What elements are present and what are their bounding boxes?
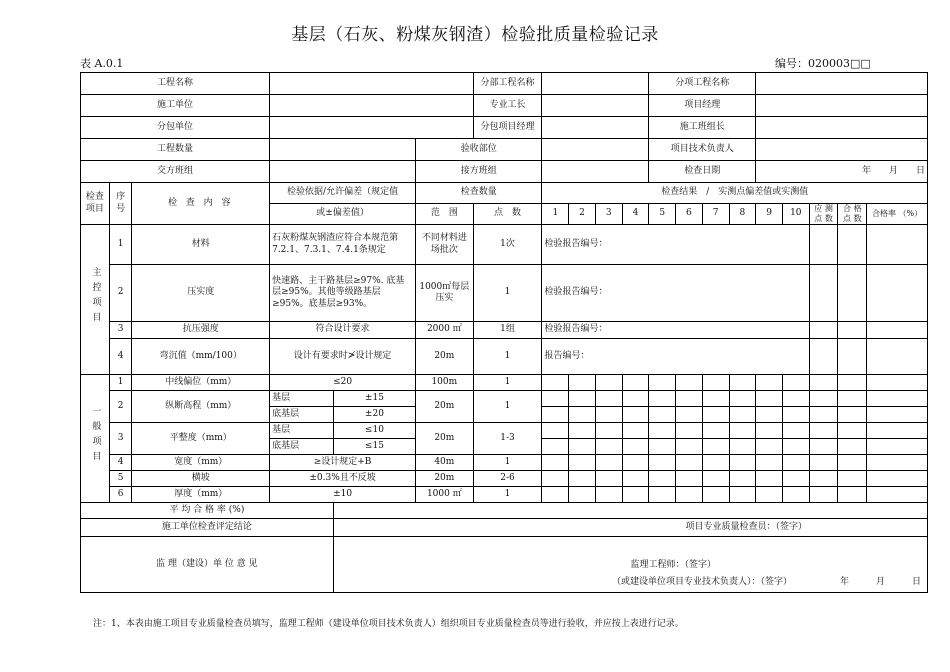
engineer-signature: 监理工程师：（签字） xyxy=(630,559,716,570)
general-item-basis: ±10 xyxy=(270,487,416,503)
cell-measured[interactable] xyxy=(809,322,838,339)
result-cell[interactable] xyxy=(676,487,703,503)
label-average-rate: 平 均 合 格 率 (%) xyxy=(81,503,334,519)
main-item-basis: 快速路、主干路基层≥97%. 底基层≥95%。其他等级路基层≥95%。底基层≥93%。 xyxy=(270,265,416,322)
cell-rate[interactable] xyxy=(867,423,928,439)
general-item-range: 1000 ㎡ xyxy=(416,487,474,503)
main-item-result[interactable]: 检验报告编号： xyxy=(542,265,809,322)
label-sub-project: 分部工程名称 xyxy=(473,73,542,95)
result-cell[interactable] xyxy=(729,375,756,391)
cell-measured[interactable] xyxy=(809,487,838,503)
cell-measured[interactable] xyxy=(809,265,838,322)
label-quantity: 工程数量 xyxy=(81,139,270,161)
cell-passed[interactable] xyxy=(838,225,867,265)
result-cell[interactable] xyxy=(702,375,729,391)
result-cell[interactable] xyxy=(622,439,649,455)
supervision-date: 年 月 日 xyxy=(839,576,921,587)
main-item-range: 1000㎡每层压实 xyxy=(416,265,474,322)
header-row-team xyxy=(81,161,928,183)
general-item-row xyxy=(81,391,928,407)
label-subcontractor: 分包单位 xyxy=(81,117,270,139)
general-item-subvalue: ≤15 xyxy=(333,439,415,455)
result-cell[interactable] xyxy=(542,471,569,487)
cell-measured[interactable] xyxy=(809,423,838,439)
main-item-row xyxy=(81,322,928,339)
cell-passed[interactable] xyxy=(838,391,867,407)
general-item-basis: ≥设计规定+B xyxy=(270,455,416,471)
general-item-sublabel: 底基层 xyxy=(270,439,334,455)
general-item-seq: 2 xyxy=(109,391,132,423)
cell-measured[interactable] xyxy=(809,439,838,455)
general-item-subvalue: ±15 xyxy=(333,391,415,407)
main-item-points: 1组 xyxy=(473,322,542,339)
main-item-result[interactable]: 报告编号： xyxy=(542,339,809,375)
main-item-row xyxy=(81,225,928,265)
result-cell[interactable] xyxy=(782,375,809,391)
cell-passed[interactable] xyxy=(838,407,867,423)
cell-measured[interactable] xyxy=(809,471,838,487)
result-cell[interactable] xyxy=(782,391,809,407)
general-item-row xyxy=(81,487,928,503)
main-item-points: 1 xyxy=(473,265,542,322)
field-receiving-team[interactable] xyxy=(542,161,649,183)
general-item-points: 1 xyxy=(473,487,542,503)
main-item-name: 压实度 xyxy=(132,265,270,322)
cell-rate[interactable] xyxy=(867,487,928,503)
cell-measured[interactable] xyxy=(809,455,838,471)
main-item-range: 20m xyxy=(416,339,474,375)
column-heading-row-1 xyxy=(81,183,928,204)
result-cell[interactable] xyxy=(569,471,596,487)
result-cell[interactable] xyxy=(595,375,622,391)
general-item-range: 40m xyxy=(416,455,474,471)
general-item-name: 宽度（mm） xyxy=(132,455,270,471)
result-cell[interactable] xyxy=(729,407,756,423)
result-cell[interactable] xyxy=(542,423,569,439)
main-item-seq: 2 xyxy=(109,265,132,322)
cell-rate[interactable] xyxy=(867,455,928,471)
cell-rate[interactable] xyxy=(867,375,928,391)
main-item-row xyxy=(81,265,928,322)
cell-measured[interactable] xyxy=(809,225,838,265)
header-row-sub xyxy=(81,117,928,139)
head-measured-points: 应 测 点 数 xyxy=(809,204,838,225)
general-item-basis: ≤20 xyxy=(270,375,416,391)
result-cell[interactable] xyxy=(729,391,756,407)
result-cell[interactable] xyxy=(676,407,703,423)
cell-measured[interactable] xyxy=(809,391,838,407)
general-item-range: 20m xyxy=(416,391,474,423)
result-cell[interactable] xyxy=(702,487,729,503)
head-range: 范 围 xyxy=(416,204,474,225)
main-item-basis: 设计有要求时≯设计规定 xyxy=(270,339,416,375)
result-cell[interactable] xyxy=(649,471,676,487)
result-cell[interactable] xyxy=(676,423,703,439)
result-cell[interactable] xyxy=(649,455,676,471)
general-item-name: 厚度（mm） xyxy=(132,487,270,503)
result-cell[interactable] xyxy=(649,439,676,455)
result-cell[interactable] xyxy=(756,391,783,407)
result-cell[interactable] xyxy=(595,455,622,471)
result-cell[interactable] xyxy=(702,407,729,423)
head-num-8: 8 xyxy=(729,204,756,225)
field-acceptance-part[interactable] xyxy=(542,139,649,161)
head-num-10: 10 xyxy=(782,204,809,225)
result-cell[interactable] xyxy=(569,439,596,455)
main-group-label: 主控项目 xyxy=(81,225,110,375)
result-cell[interactable] xyxy=(676,375,703,391)
general-item-seq: 1 xyxy=(109,375,132,391)
general-item-row xyxy=(81,471,928,487)
field-handover-team[interactable] xyxy=(270,161,416,183)
form-code: 编号：020003□□ xyxy=(775,57,871,70)
result-cell[interactable] xyxy=(595,423,622,439)
cell-rate[interactable] xyxy=(867,339,928,375)
cell-measured[interactable] xyxy=(809,375,838,391)
result-cell[interactable] xyxy=(729,439,756,455)
result-cell[interactable] xyxy=(729,423,756,439)
general-item-sublabel: 底基层 xyxy=(270,407,334,423)
result-cell[interactable] xyxy=(622,487,649,503)
result-cell[interactable] xyxy=(756,455,783,471)
cell-passed[interactable] xyxy=(838,322,867,339)
cell-passed[interactable] xyxy=(838,439,867,455)
head-pass-rate: 合格率 （%） xyxy=(867,204,928,225)
general-item-sublabel: 基层 xyxy=(270,423,334,439)
result-cell[interactable] xyxy=(569,455,596,471)
field-check-date[interactable]: 年 月 日 xyxy=(756,161,928,183)
general-item-name: 横坡 xyxy=(132,471,270,487)
head-points: 点 数 xyxy=(473,204,542,225)
cell-rate[interactable] xyxy=(867,391,928,407)
result-cell[interactable] xyxy=(542,455,569,471)
result-cell[interactable] xyxy=(782,455,809,471)
label-sub-manager: 分包项目经理 xyxy=(473,117,542,139)
head-basis-line2: 或±偏差值） xyxy=(270,204,416,225)
cell-passed[interactable] xyxy=(838,487,867,503)
cell-measured[interactable] xyxy=(809,339,838,375)
head-quantity: 检查数量 xyxy=(416,183,542,204)
result-cell[interactable] xyxy=(676,391,703,407)
result-cell[interactable] xyxy=(622,455,649,471)
label-check-date: 检查日期 xyxy=(649,161,756,183)
cell-measured[interactable] xyxy=(809,407,838,423)
result-cell[interactable] xyxy=(782,471,809,487)
main-item-range: 不同材料进场批次 xyxy=(416,225,474,265)
header-row-project xyxy=(81,73,928,95)
header-row-unit xyxy=(81,95,928,117)
head-basis-line1: 检验依据/允许偏差（规定值 xyxy=(270,183,416,204)
cell-passed[interactable] xyxy=(838,339,867,375)
general-item-name: 中线偏位（mm） xyxy=(132,375,270,391)
result-cell[interactable] xyxy=(782,439,809,455)
label-tech-lead: 项目技术负责人 xyxy=(649,139,756,161)
cell-passed[interactable] xyxy=(838,423,867,439)
result-cell[interactable] xyxy=(595,407,622,423)
general-item-name: 纵断高程（mm） xyxy=(132,391,270,423)
result-cell[interactable] xyxy=(756,423,783,439)
main-item-seq: 3 xyxy=(109,322,132,339)
main-item-result[interactable]: 检验报告编号： xyxy=(542,225,809,265)
table-number: 表 A.0.1 xyxy=(80,57,124,70)
general-item-points: 2-6 xyxy=(473,471,542,487)
form-title: 基层（石灰、粉煤灰钢渣）检验批质量检验记录 xyxy=(291,25,659,45)
head-num-3: 3 xyxy=(595,204,622,225)
general-item-row xyxy=(81,375,928,391)
general-item-seq: 3 xyxy=(109,423,132,455)
head-num-5: 5 xyxy=(649,204,676,225)
head-num-1: 1 xyxy=(542,204,569,225)
main-item-points: 1 xyxy=(473,339,542,375)
head-content: 检 查 内 容 xyxy=(132,183,270,225)
general-item-row xyxy=(81,423,928,439)
cell-passed[interactable] xyxy=(838,455,867,471)
field-project-manager[interactable] xyxy=(756,95,928,117)
result-cell[interactable] xyxy=(649,423,676,439)
result-cell[interactable] xyxy=(676,471,703,487)
cell-rate[interactable] xyxy=(867,471,928,487)
result-cell[interactable] xyxy=(542,407,569,423)
field-team-leader[interactable] xyxy=(756,117,928,139)
result-cell[interactable] xyxy=(649,407,676,423)
result-cell[interactable] xyxy=(782,487,809,503)
result-cell[interactable] xyxy=(622,391,649,407)
label-foreman: 专业工长 xyxy=(473,95,542,117)
result-cell[interactable] xyxy=(569,487,596,503)
cell-rate[interactable] xyxy=(867,439,928,455)
general-item-name: 平整度（mm） xyxy=(132,423,270,455)
field-quantity[interactable] xyxy=(270,139,416,161)
result-cell[interactable] xyxy=(729,455,756,471)
field-project-name[interactable] xyxy=(270,73,474,95)
field-subcontractor[interactable] xyxy=(270,117,474,139)
result-cell[interactable] xyxy=(782,407,809,423)
engineer-alt-signature: （或建设单位项目专业技术负责人）：（签字） xyxy=(611,576,792,587)
field-foreman[interactable] xyxy=(542,95,649,117)
label-team-leader: 施工班组长 xyxy=(649,117,756,139)
head-num-6: 6 xyxy=(676,204,703,225)
general-item-range: 20m xyxy=(416,423,474,455)
general-item-range: 100m xyxy=(416,375,474,391)
result-cell[interactable] xyxy=(702,455,729,471)
result-cell[interactable] xyxy=(756,487,783,503)
result-cell[interactable] xyxy=(729,471,756,487)
result-cell[interactable] xyxy=(542,487,569,503)
general-item-seq: 6 xyxy=(109,487,132,503)
label-supervision: 监 理（建设）单 位 意 见 xyxy=(81,537,334,593)
general-item-basis: ±0.3%且不反坡 xyxy=(270,471,416,487)
field-sub-project[interactable] xyxy=(542,73,649,95)
label-receiving-team: 接方班组 xyxy=(416,161,542,183)
result-cell[interactable] xyxy=(756,439,783,455)
result-cell[interactable] xyxy=(702,423,729,439)
average-rate-row xyxy=(81,503,928,519)
result-cell[interactable] xyxy=(542,391,569,407)
conclusion-row xyxy=(81,519,928,537)
general-item-range: 20m xyxy=(416,471,474,487)
head-num-2: 2 xyxy=(569,204,596,225)
field-average-rate[interactable] xyxy=(333,503,927,519)
result-cell[interactable] xyxy=(676,455,703,471)
result-cell[interactable] xyxy=(542,375,569,391)
general-group-label: 一般项目 xyxy=(81,375,110,503)
field-inspector-signature[interactable]: 项目专业质量检查员：（签字） xyxy=(333,519,927,537)
result-cell[interactable] xyxy=(649,487,676,503)
cell-rate[interactable] xyxy=(867,407,928,423)
general-item-points: 1 xyxy=(473,375,542,391)
result-cell[interactable] xyxy=(569,391,596,407)
general-item-row xyxy=(81,455,928,471)
cell-rate[interactable] xyxy=(867,322,928,339)
main-item-row xyxy=(81,339,928,375)
result-cell[interactable] xyxy=(569,407,596,423)
head-passed-points: 合 格 点 数 xyxy=(838,204,867,225)
result-cell[interactable] xyxy=(595,391,622,407)
cell-passed[interactable] xyxy=(838,375,867,391)
general-item-points: 1 xyxy=(473,455,542,471)
result-cell[interactable] xyxy=(622,471,649,487)
label-project-manager: 项目经理 xyxy=(649,95,756,117)
result-cell[interactable] xyxy=(676,439,703,455)
main-item-seq: 4 xyxy=(109,339,132,375)
cell-rate[interactable] xyxy=(867,265,928,322)
head-num-7: 7 xyxy=(702,204,729,225)
result-cell[interactable] xyxy=(649,391,676,407)
cell-rate[interactable] xyxy=(867,225,928,265)
cell-passed[interactable] xyxy=(838,471,867,487)
result-cell[interactable] xyxy=(702,391,729,407)
inspection-table xyxy=(80,72,928,593)
main-item-name: 材料 xyxy=(132,225,270,265)
head-result: 检查结果 / 实测点偏差值或实测值 xyxy=(542,183,928,204)
cell-passed[interactable] xyxy=(838,265,867,322)
label-project-name: 工程名称 xyxy=(81,73,270,95)
result-cell[interactable] xyxy=(756,471,783,487)
form-note: 注：1、本表由施工项目专业质量检查员填写，监理工程师（建设单位项目技术负责人）组织项目专业质量检查员等进行验收，并应按上表进行记录。 xyxy=(93,619,684,629)
supervision-row xyxy=(81,537,928,593)
result-cell[interactable] xyxy=(782,423,809,439)
result-cell[interactable] xyxy=(622,423,649,439)
result-cell[interactable] xyxy=(595,439,622,455)
main-item-result[interactable]: 检验报告编号： xyxy=(542,322,809,339)
field-item-project[interactable] xyxy=(756,73,928,95)
head-num-4: 4 xyxy=(622,204,649,225)
general-item-points: 1-3 xyxy=(473,423,542,455)
label-construction-unit: 施工单位 xyxy=(81,95,270,117)
result-cell[interactable] xyxy=(729,487,756,503)
main-item-name: 抗压强度 xyxy=(132,322,270,339)
result-cell[interactable] xyxy=(595,471,622,487)
result-cell[interactable] xyxy=(649,375,676,391)
general-item-seq: 4 xyxy=(109,455,132,471)
label-construction-conclusion: 施工单位检查评定结论 xyxy=(81,519,334,537)
head-check-item: 检查项目 xyxy=(81,183,110,225)
main-item-seq: 1 xyxy=(109,225,132,265)
label-acceptance-part: 验收部位 xyxy=(416,139,542,161)
result-cell[interactable] xyxy=(622,407,649,423)
main-item-range: 2000 ㎡ xyxy=(416,322,474,339)
result-cell[interactable] xyxy=(756,407,783,423)
general-item-points: 1 xyxy=(473,391,542,423)
main-item-basis: 石灰粉煤灰钢渣应符合本规范第7.2.1、7.3.1、7.4.1条规定 xyxy=(270,225,416,265)
main-item-basis: 符合设计要求 xyxy=(270,322,416,339)
field-sub-manager[interactable] xyxy=(542,117,649,139)
general-item-seq: 5 xyxy=(109,471,132,487)
result-cell[interactable] xyxy=(702,439,729,455)
general-item-sublabel: 基层 xyxy=(270,391,334,407)
main-item-name: 弯沉值（mm/100） xyxy=(132,339,270,375)
result-cell[interactable] xyxy=(622,375,649,391)
result-cell[interactable] xyxy=(756,375,783,391)
result-cell[interactable] xyxy=(542,439,569,455)
general-item-subvalue: ≤10 xyxy=(333,423,415,439)
head-num-9: 9 xyxy=(756,204,783,225)
result-cell[interactable] xyxy=(569,423,596,439)
header-row-quantity xyxy=(81,139,928,161)
supervision-signature-area[interactable] xyxy=(333,537,927,593)
main-item-points: 1次 xyxy=(473,225,542,265)
general-item-subvalue: ±20 xyxy=(333,407,415,423)
label-handover-team: 交方班组 xyxy=(81,161,270,183)
field-tech-lead[interactable] xyxy=(756,139,928,161)
head-seq: 序号 xyxy=(109,183,132,225)
result-cell[interactable] xyxy=(569,375,596,391)
result-cell[interactable] xyxy=(595,487,622,503)
label-item-project: 分项工程名称 xyxy=(649,73,756,95)
result-cell[interactable] xyxy=(702,471,729,487)
field-construction-unit[interactable] xyxy=(270,95,474,117)
